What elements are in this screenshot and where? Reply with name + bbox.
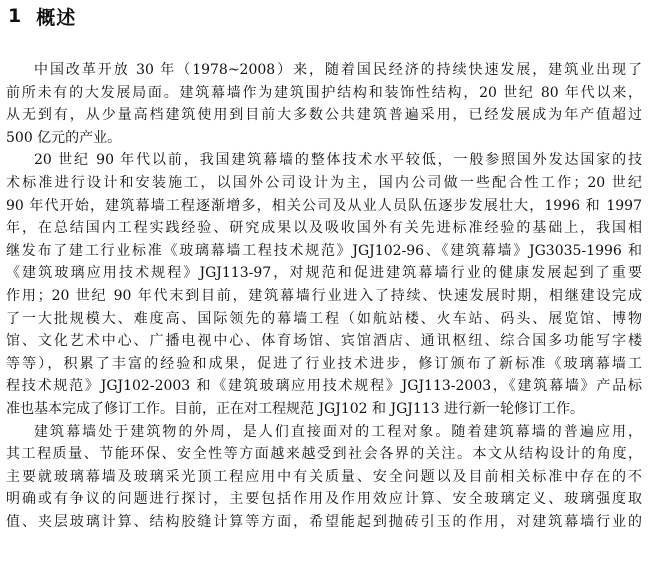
text-line: 了一大批规模大、难度高、国际领先的幕墙工程（如航站楼、火车站、码头、展览馆、博物 <box>6 310 642 327</box>
text-line: 年，在总结国内工程实践经验、研究成果以及吸收国外有关先进标准经验的基础上，我国相 <box>6 220 642 237</box>
text-line: 《建筑玻璃应用技术规程》JGJ113-97，对规范和促进建筑幕墙行业的健康发展起到了重要 <box>6 265 642 282</box>
text-line: 程技术规范》JGJ102-2003 和《建筑玻璃应用技术规程》JGJ113-2003，《建筑幕墙》产品标 <box>6 378 642 395</box>
paragraph-2 <box>6 149 642 420</box>
text-line: 值、夹层玻璃计算、结构胶缝计算等方面，希望能起到抛砖引玉的作用，对建筑幕墙行业的 <box>6 513 642 530</box>
text-line: 前所未有的大发展局面。建筑幕墙作为建筑围护结构和装饰性结构，20 世纪 80 年代以来， <box>6 84 642 101</box>
text-line: 明确或有争议的问题进行探讨，主要包括作用及作用效应计算、安全玻璃定义、玻璃强度取 <box>6 491 642 508</box>
text-line: 建筑幕墙处于建筑物的外周，是人们直接面对的工程对象。随着建筑幕墙的普遍应用， <box>34 423 642 440</box>
text-line: 从无到有，从少量高档建筑使用到目前大多数公共建筑普遍采用，已经发展成为年产值超过 <box>6 107 642 124</box>
text-line: 中国改革开放 30 年（1978~2008）来，随着国民经济的持续快速发展，建筑业出现了 <box>34 62 642 78</box>
text-line: 准也基本完成了修订工作。目前，正在对工程规范 JGJ102 和 JGJ113 进行新一轮修订工作。 <box>6 400 585 417</box>
text-line: 等等），积累了丰富的经验和成果，促进了行业技术进步，修订颁布了新标准《玻璃幕墙工 <box>6 355 642 372</box>
text-line: 其工程质量、节能环保、安全性等方面越来越受到社会各界的关注。本文从结构设计的角度， <box>6 446 642 463</box>
section-title: 概述 <box>36 6 77 29</box>
text-line: 馆、文化艺术中心、广播电视中心、体育场馆、宾馆酒店、通讯枢纽、综合国多功能写字楼 <box>6 333 642 350</box>
text-line: 术标准进行设计和安装施工，以国外公司设计为主，国内公司做一些配合性工作；20 世纪 <box>6 174 642 191</box>
text-line: 继发布了建工行业标准《玻璃幕墙工程技术规范》JGJ102-96、《建筑幕墙》JG3035-1996 和 <box>6 242 642 259</box>
paragraph-1 <box>6 59 642 149</box>
text-line: 作用；20 世纪 90 年代末到目前，建筑幕墙行业进入了持续、快速发展时期，相继建设完成 <box>6 287 642 304</box>
text-line: 90 年代开始，建筑幕墙工程逐渐增多，相关公司及从业人员队伍逐步发展壮大，1996 和 1997 <box>6 197 642 214</box>
section-heading <box>8 2 76 30</box>
text-line: 500 亿元的产业。 <box>6 129 122 146</box>
text-line: 20 世纪 90 年代以前，我国建筑幕墙的整体技术水平较低，一般参照国外发达国家的技 <box>34 152 642 169</box>
text-line: 主要就玻璃幕墙及玻璃采光顶工程应用中有关质量、安全问题以及目前相关标准中存在的不 <box>6 468 642 485</box>
paragraph-3 <box>6 421 642 534</box>
section-number: 1 <box>8 5 23 27</box>
body-text <box>6 59 642 533</box>
